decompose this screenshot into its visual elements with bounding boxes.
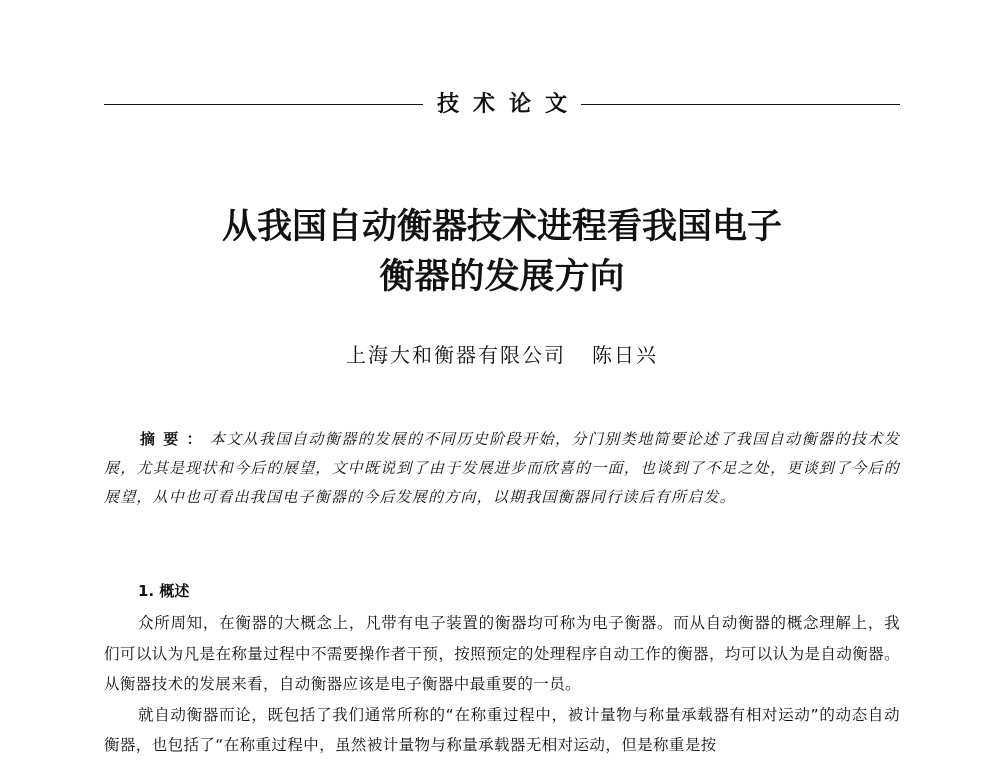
byline (104, 340, 900, 370)
header-rule-right (581, 104, 900, 105)
header-rule-left (104, 104, 423, 105)
section-heading: 1. 概述 (138, 582, 190, 600)
abstract (104, 425, 900, 512)
section-body (104, 608, 900, 761)
section-header (104, 86, 900, 122)
author-affiliation: 上海大和衡器有限公司 (346, 343, 566, 367)
paper-title-line-2: 衡器的发展方向 (379, 256, 625, 297)
body-paragraph-1: 众所周知，在衡器的大概念上，凡带有电子装置的衡器均可称为电子衡器。而从自动衡器的概念理解上，我们可以认为凡是在称量过程中不需要操作者干预，按照预定的处理程序自动工作的衡器，均可以认为是自动衡器。从衡器技术的发展来看，自动衡器应该是电子衡器中最重要的一员。 (104, 614, 900, 693)
abstract-label: 摘要： (140, 430, 210, 448)
section-label: 技术论文 (437, 91, 582, 117)
body-paragraph-2: 就自动衡器而论，既包括了我们通常所称的“在称重过程中，被计量物与称量承载器有相对运动”的动态自动衡器，也包括了“在称重过程中，虽然被计量物与称量承载器无相对运动，但是称重是按 (104, 705, 900, 754)
abstract-text: 本文从我国自动衡器的发展的不同历史阶段开始，分门别类地简要论述了我国自动衡器的技术发展，尤其是现状和今后的展望，文中既说到了由于发展进步而欣喜的一面，也谈到了不足之处，更谈到了今后的展望，从中也可看出我国电子衡器的今后发展的方向，以期我国衡器同行读后有所启发。 (104, 430, 900, 506)
paper-title-line-1: 从我国自动衡器技术进程看我国电子 (221, 206, 782, 247)
paper-title (104, 202, 900, 302)
author-name: 陈日兴 (592, 343, 658, 367)
